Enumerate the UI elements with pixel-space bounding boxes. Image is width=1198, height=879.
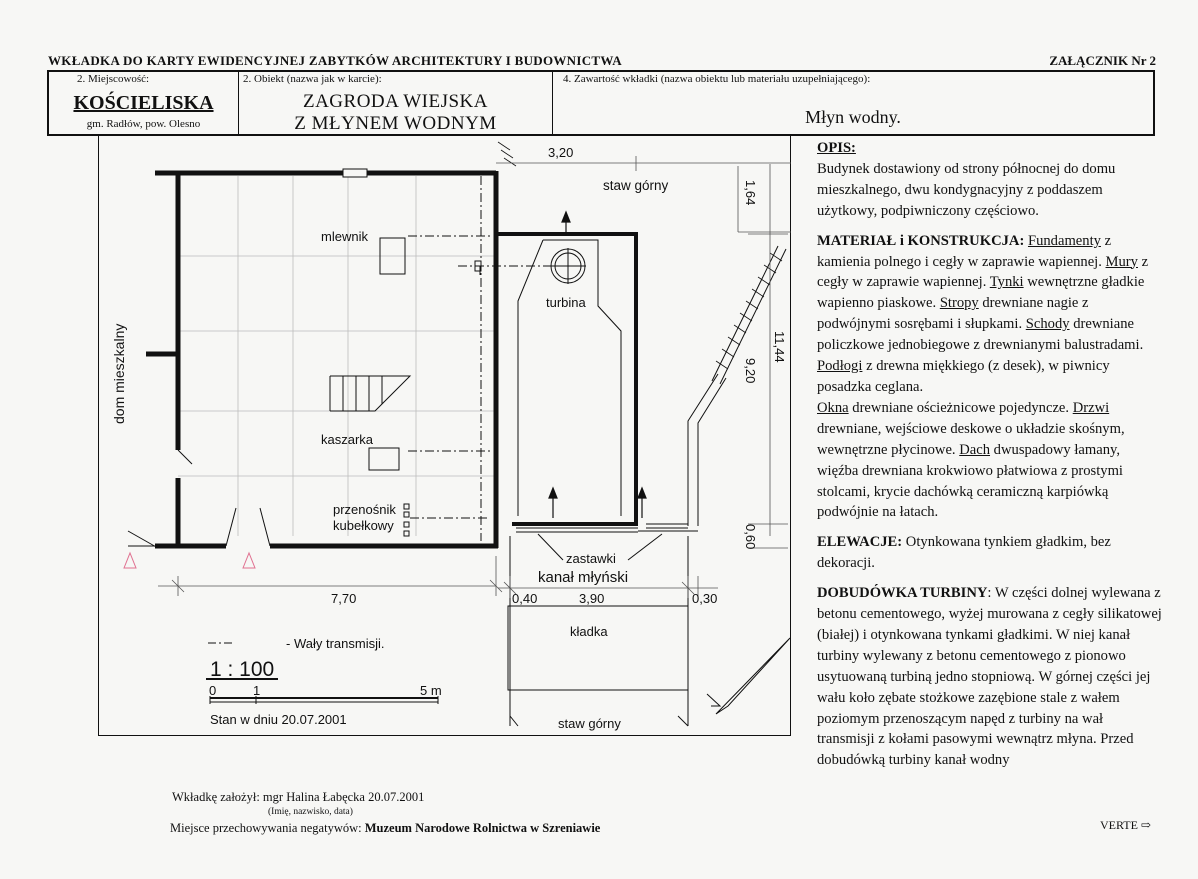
dim-11-44: 11,44 xyxy=(772,331,787,363)
annex-number: ZAŁĄCZNIK Nr 2 xyxy=(1049,53,1156,68)
footer-author-hint: (Imię, nazwisko, data) xyxy=(268,807,353,817)
term-okna: Okna xyxy=(817,399,849,416)
mill-walls xyxy=(146,171,498,548)
kanal-label: kanał młyński xyxy=(538,569,629,586)
text-fundamenty: z kamienia polnego i cegły w zaprawie wapiennej. xyxy=(817,232,1112,270)
dim-3-90: 3,90 xyxy=(579,591,605,606)
text-mury: z cegły w zaprawie wapiennej. xyxy=(817,253,1149,291)
document-title: WKŁADKA DO KARTY EWIDENCYJNEJ ZABYTKÓW ARCHITEKTURY I BUDOWNICTWA xyxy=(48,53,622,68)
dom-mieszkalny-label: dom mieszkalny xyxy=(111,323,127,424)
material-section xyxy=(817,231,1162,524)
mlewnik-label: mlewnik xyxy=(321,229,368,244)
text-okna: drewniane ościeżnicowe pojedyncze. xyxy=(848,399,1073,416)
dobudowka-text: : W części dolnej wylewana z betonu cementowego, wyżej murowana z cegły silikatowej (białej) i otynkowana tynkami gładkimi. W niej kanał turbiny wylewany z betonu cementowego z pionowo usytuowaną turbiną jedno stopniową. W górnej części jej wału koło zębate stożkowe zazębione stale z wałem poziomym przenoszącym napęd z turbiny na wał transmisji z kołami pasowymi wewnątrz młyna. Przed dobudówką turbiny kanał wodny xyxy=(817,585,1162,769)
channel-embankment xyxy=(638,246,786,531)
scale-tick-5m: 5 m xyxy=(420,683,442,698)
dobudowka-heading: DOBUDÓWKA TURBINY xyxy=(817,585,988,602)
text-dach: dwuspadowy łamany, więźba drewniana krokwiowo płatwiowa z prostymi stolcami, krycie dachówką ceramiczną karpiówką podwójnie na łatach. xyxy=(817,441,1123,521)
kladka-label: kładka xyxy=(570,624,608,639)
zastawki-label: zastawki xyxy=(566,551,616,566)
staw-gorny-top-label: staw górny xyxy=(603,178,669,193)
staw-gorny-bottom-label: staw górny xyxy=(558,716,621,731)
term-tynki: Tynki xyxy=(989,274,1024,291)
text-stropy: drewniane nagie z podwójnymi sosrębami i słupkami. xyxy=(817,295,1089,333)
term-schody: Schody xyxy=(1025,316,1070,333)
elewacje-section xyxy=(817,532,1162,574)
scale-tick-0: 0 xyxy=(209,683,217,698)
dim-3-20: 3,20 xyxy=(548,145,574,160)
footer-author: Wkładkę założył: mgr Halina Łabęcka 20.07.2001 xyxy=(172,790,425,804)
object-name-line2: Z MŁYNEM WODNYM xyxy=(294,113,497,134)
kaszarka-box xyxy=(369,448,399,470)
dimension-lines xyxy=(158,156,791,598)
opis-text: Budynek dostawiony od strony północnej do domu mieszkalnego, dwu kondygnacyjny z poddaszem użytkowy, podpiwniczony częściowo. xyxy=(817,160,1116,219)
embankment-hatch xyxy=(498,142,782,369)
locality-value: KOŚCIELISKA xyxy=(73,92,214,114)
text-schody: drewniane policzkowe jednobiegowe z drewnianymi balustradami. xyxy=(817,316,1144,354)
text-podlogi: z drewna miękkiego (z desek), w piwnicy posadzka ceglana. xyxy=(817,358,1110,395)
locality-cell xyxy=(49,72,239,134)
object-cell xyxy=(239,72,553,134)
floor-plan-drawing xyxy=(98,136,791,736)
object-name-line1: ZAGRODA WIEJSKA xyxy=(302,91,488,112)
description-column xyxy=(817,138,1162,780)
turbine-annex-walls xyxy=(498,234,636,524)
dim-0-40: 0,40 xyxy=(512,591,538,606)
kaszarka-label: kaszarka xyxy=(321,432,374,447)
entrance-markers xyxy=(124,553,255,568)
locality-label: 2. Miejscowość: xyxy=(77,73,150,85)
dim-7-70: 7,70 xyxy=(331,591,357,606)
object-label: 2. Obiekt (nazwa jak w karcie): xyxy=(243,73,382,85)
header-table xyxy=(47,70,1155,136)
negatives-location: Muzeum Narodowe Rolnictwa w Szreniawie xyxy=(364,821,601,835)
term-drzwi: Drzwi xyxy=(1072,399,1110,416)
turbina-label: turbina xyxy=(546,295,586,310)
contents-value: Młyn wodny. xyxy=(805,107,901,127)
text-drzwi: drewniane, wejściowe deskowe o układzie skośnym, wewnętrzne płycinowe. xyxy=(817,420,1125,458)
term-mury: Mury xyxy=(1105,253,1138,270)
north-arrow xyxy=(707,638,790,714)
kubelkowy-label: kubełkowy xyxy=(333,518,394,533)
turbine-channel xyxy=(518,240,621,516)
opis-section xyxy=(817,138,1162,222)
elewacje-heading: ELEWACJE: xyxy=(817,534,903,551)
contents-cell xyxy=(553,72,1153,134)
footer-negatives xyxy=(170,821,600,836)
locality-subtitle: gm. Radłów, pow. Olesno xyxy=(86,118,201,130)
term-fundamenty: Fundamenty xyxy=(1027,232,1101,249)
plan-state-date: Stan w dniu 20.07.2001 xyxy=(210,712,347,727)
term-stropy: Stropy xyxy=(939,295,979,312)
contents-label: 4. Zawartość wkładki (nazwa obiektu lub materiału uzupełniającego): xyxy=(563,73,871,85)
dim-0-30: 0,30 xyxy=(692,591,718,606)
negatives-label: Miejsce przechowywania negatywów: xyxy=(170,821,365,835)
opis-heading: OPIS: xyxy=(817,140,856,156)
dim-0-60: 0,60 xyxy=(743,524,758,550)
dobudowka-section xyxy=(817,583,1162,771)
text-tynki: wewnętrzne gładkie wapienno piaskowe. xyxy=(817,274,1145,312)
legend-label: - Wały transmisji. xyxy=(286,636,385,651)
conveyor xyxy=(404,504,409,536)
door-swings xyxy=(128,450,270,548)
dim-1-64: 1,64 xyxy=(743,180,758,206)
transmission-shafts xyxy=(408,176,568,541)
scale-tick-1: 1 xyxy=(253,683,261,698)
stairs xyxy=(330,376,410,411)
material-heading: MATERIAŁ i KONSTRUKCJA: xyxy=(817,232,1025,249)
verte-link[interactable]: VERTE ⇨ xyxy=(1100,818,1151,832)
term-podlogi: Podłogi xyxy=(817,358,863,375)
przenosnik-label: przenośnik xyxy=(333,502,396,517)
elewacje-text: Otynkowana tynkiem gładkim, bez dekoracji. xyxy=(817,534,1111,572)
term-dach: Dach xyxy=(959,441,991,458)
dim-9-20: 9,20 xyxy=(743,358,758,384)
scale-ratio: 1 : 100 xyxy=(210,658,275,681)
